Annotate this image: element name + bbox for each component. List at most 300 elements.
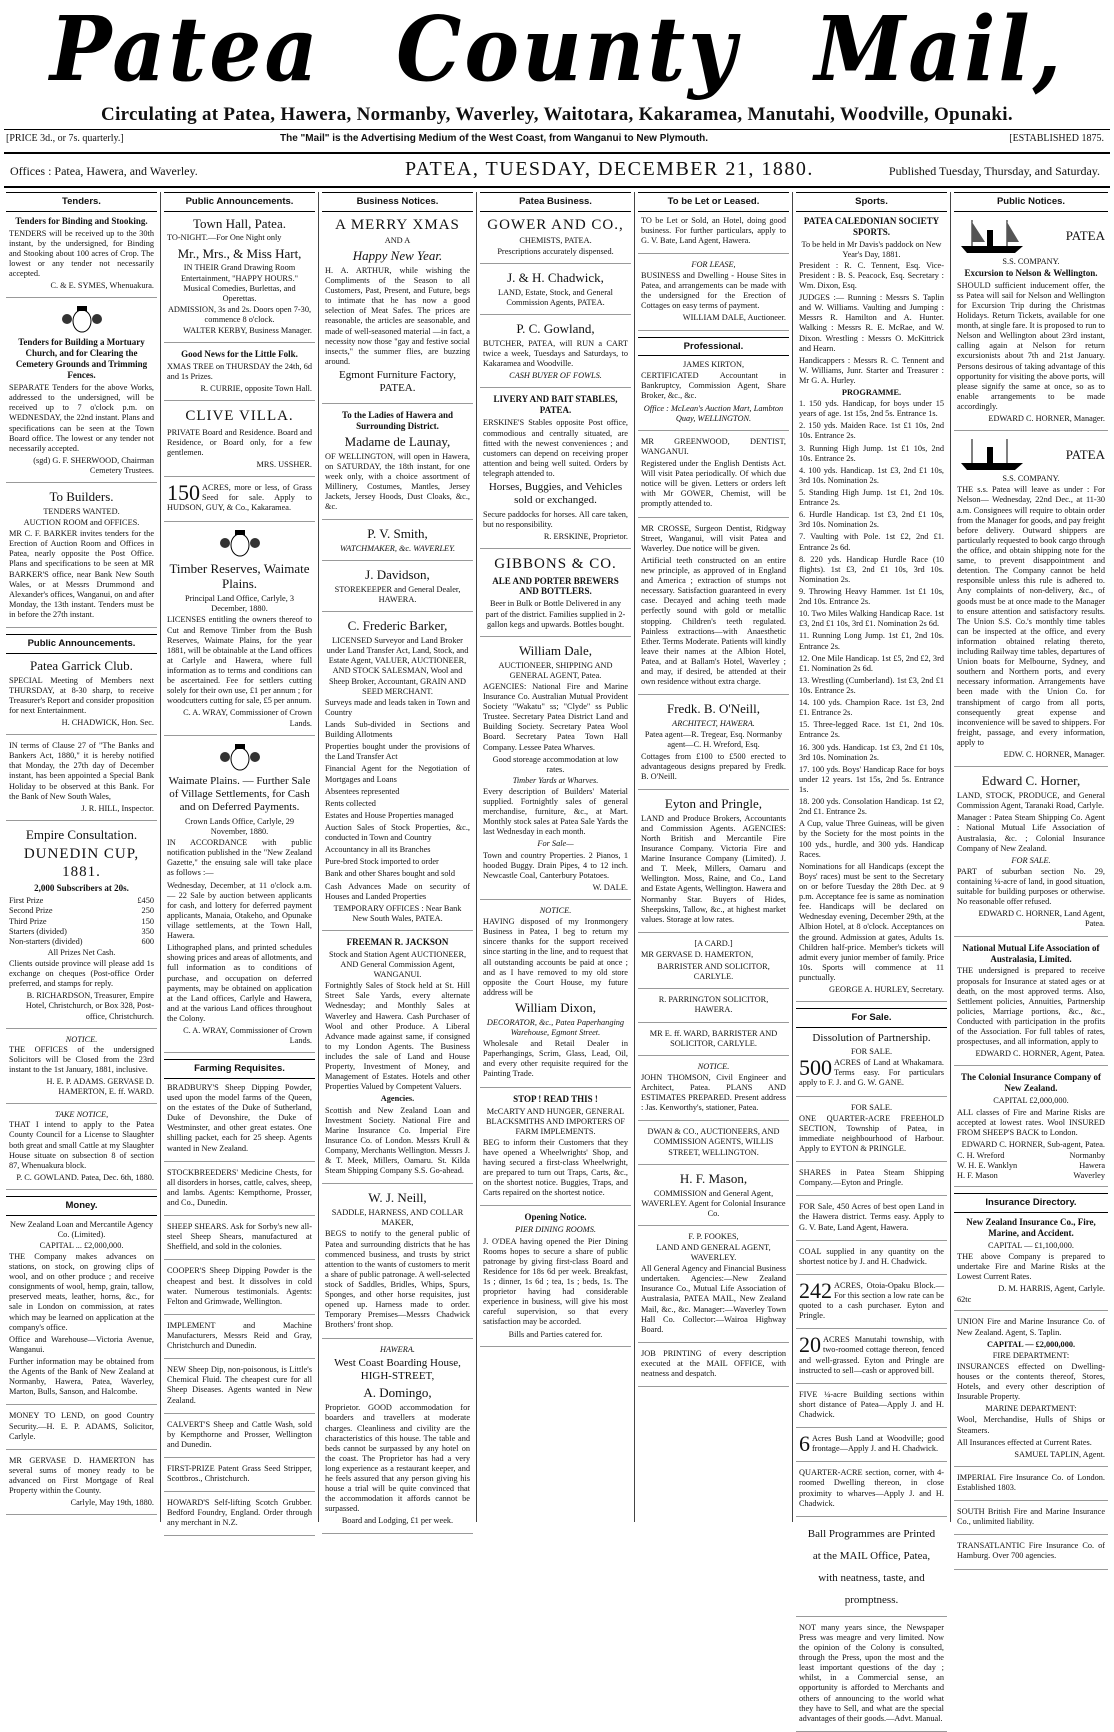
agent-place: Hawera — [1079, 1161, 1105, 1171]
advert-signature: GEORGE A. HURLEY, Secretary. — [829, 985, 944, 995]
royal-crest-icon — [59, 304, 105, 334]
advert-subtitle: [A CARD.] — [694, 938, 733, 948]
advert-signature: B. RICHARDSON, Treasurer, Empire Hotel, Christchurch, or Box 328, Post-office, Christchurch. — [25, 991, 154, 1021]
advert — [954, 216, 1108, 432]
advert-body: BEGS to notify to the general public of Patea and surrounding districts that he has commenced business, and trusts by strict attention to the wants of customers to merit a share of public patronage. A well-selected stock of Saddles, Bridles, Whips, Spurs, Sponges, and other horse requisites, just opened up. Harness made to order. Temporary Premises—Messrs Chadwick Brothers' front shop. — [325, 1229, 470, 1330]
prize-note: All Prizes Net Cash. — [47, 947, 116, 957]
advert-signature: H. CHADWICK, Hon. Sec. — [61, 718, 154, 727]
company-subtitle: S.S. COMPANY. — [1002, 474, 1060, 484]
agent-name: H. F. Mason — [957, 1171, 998, 1181]
advert-subtitle: To be held in Mr Davis's paddock on New Year's Day, 1881. — [801, 239, 942, 259]
advert-subtitle: 2,000 Subscribers at 20s. — [34, 883, 129, 894]
circulation-line: Circulating at Patea, Hawera, Normanby, Waverley, Waitotara, Kakaramea, Manutahi, Woodville, Opunaki. — [101, 104, 1013, 125]
advert-subtitle: AUCTIONEER, SHIPPING AND GENERAL AGENT, Patea. — [498, 660, 613, 680]
advert — [164, 349, 315, 401]
advert-subtitle: Horses, Buggies, and Vehicles sold or exchanged. — [488, 481, 623, 507]
advert-body: All Insurances effected at Current Rates. — [957, 1437, 1092, 1447]
advert — [6, 489, 157, 628]
royal-crest-icon — [217, 742, 263, 772]
offices: Offices : Patea, Hawera, and Waverley. — [10, 164, 198, 178]
advert — [638, 524, 789, 696]
advert — [796, 216, 947, 1003]
advert-title: P. V. Smith, — [367, 526, 428, 542]
prize-amount: 600 — [141, 936, 154, 946]
advert-body: SHARES in Patea Steam Shipping Company.—Eyton and Pringle. — [799, 1168, 944, 1188]
advert-body: BEG to inform their Customers that they have opened a Wheelwrights' Shop, and having secured a first-class Wheelwright, are prepared to turn out Traps, Carts, &c., on the shortest notice. Buggies, Traps, and Carts repaired on the shortest notice. — [483, 1137, 628, 1198]
programme-event: 17. 100 yds. Boys' Handicap Race for boys under 12 years. 1st 15s, 2nd 5s. Entrance 1s. — [799, 764, 944, 794]
advert-subtitle: CHEMISTS, PATEA. — [519, 235, 592, 245]
advert — [796, 1277, 947, 1329]
advert-title: CLIVE VILLA. — [185, 408, 294, 425]
advert-capital: CAPITAL ... £2,000,000. — [39, 1240, 124, 1250]
service-item: Pure-bred Stock imported to order — [325, 857, 439, 867]
advert — [954, 1217, 1108, 1312]
advert-body: COOPER'S Sheep Dipping Powder is the cheapest and best. It dissolves in cold water. Numerous testimonials. Agents: Felton and Grimwade, Wellington. — [167, 1266, 312, 1306]
advert-subtitle: LAND, STOCK, PRODUCE, and General Commission Agent, Taranaki Road, Carlyle. — [957, 791, 1105, 811]
advert — [480, 321, 631, 388]
advert-title: Empire Consultation. — [25, 826, 138, 842]
advert — [954, 1072, 1108, 1187]
advert-body: Good storeage accommodation at low rates. — [492, 754, 619, 774]
advert-title: MR CROSSE, Surgeon Dentist, Ridgway Street, Wanganui, will visit Patea and Waverley. Due notice will be given. — [641, 523, 786, 553]
advert-body: QUARTER-ACRE section, corner, with 4-roomed Dwelling thereon, in close proximity to wharves—Apply J. and H. Chadwick. — [799, 1468, 944, 1508]
section-heading: Insurance Directory. — [954, 1193, 1108, 1213]
advert-body: MR C. F. BARKER invites tenders for the Erection of Auction Room and Offices in Patea, nearly opposite the Post Office. Plans and specifications to be seen at MR BARKER'S office, near Bank New South Wales, or at Messrs Drummond and Alexander's offices, Wanganui, on and after Monday, the 13th instant. Tenders must be in before the 27th instant. — [9, 529, 154, 620]
dateline: PATEA, TUESDAY, DECEMBER 21, 1880. — [405, 158, 814, 180]
advert-headline: Madame de Launay, — [344, 433, 451, 449]
advert-subtitle: Agencies. — [380, 1094, 415, 1104]
advert-body: ACRES, Otoia-Opaku Block.— For this section a low rate can be quoted to a cash purchaser. Eyton and Pringle. — [799, 1280, 944, 1321]
advert-body: ONE QUARTER-ACRE FREEHOLD SECTION, Township of Patea, in immediate neighbourhood of Harbour. Apply to EYTON & PRINGLE. — [799, 1113, 944, 1154]
advert-signature: (sgd) G. F. SHERWOOD, Chairman Cemetery Trustees. — [33, 455, 154, 475]
advert-line: Ball Programmes are Printed — [807, 1527, 936, 1540]
advert-subtitle: AND A — [384, 235, 411, 245]
advert-subtitle: DUNEDIN CUP, 1881. — [23, 845, 140, 881]
advert-signature: EDWARD C. HORNER, Manager. — [988, 414, 1105, 424]
advert-title: To the Ladies of Hawera and Surrounding District. — [342, 409, 453, 431]
advert-body: FOR Sale, 450 Acres of best open Land in the Hawera district. Terms easy. Apply to G. V. Bate, Land Agent, Hawera. — [799, 1202, 944, 1232]
advert-body: Patea agent—R. Tregear, Esq. Normanby agent—C. H. Wreford, Esq. — [644, 730, 783, 750]
advert — [322, 1345, 473, 1534]
advert-subtitle: BARRISTER AND SOLICITOR, CARLYLE. — [657, 962, 770, 982]
prize-label: First Prize — [9, 896, 44, 906]
advert-body: STOCKBREEDERS' Medicine Chests, for all disorders in horses, cattle, calves, sheep, and lambs. Agents: Kempthorne, Prosser, and Co., Dunedin. — [167, 1167, 312, 1207]
advert-title: GOWER AND CO., — [487, 216, 624, 233]
advert-body: President : R. C. Tennent, Esq. Vice-President : B. S. Peacock, Esq. Secretary : Wm. Dixon, Esq. — [799, 260, 944, 290]
prize-row — [9, 917, 154, 927]
advert-signature: EDWARD C. HORNER, Sub-agent, Patea. — [961, 1139, 1105, 1149]
advert — [954, 1507, 1108, 1535]
advert-title: Tenders for Binding and Stooking. — [15, 215, 148, 226]
advert-subtitle: PIER DINING ROOMS. — [515, 1225, 596, 1235]
column-4 — [480, 192, 631, 1522]
advert-body: BRADBURY'S Sheep Dipping Powder, used upon the model farms of the Queen, on the estates of the Duke of Sutherland, Duke of Devonshire, the Duke of Westminster, and other great estates. One shilling packet, each for 25 sheep. Agents wanted in New Zealand. — [167, 1082, 312, 1153]
advert — [322, 618, 473, 931]
advert-body: All General Agency and Financial Business undertaken. Agencies:—New Zealand Insurance Co., Mutual Life Association of Australasia, PATEA MAIL, New Zealand Mail, &c., &c. Manager:—Waverley Town Hall Co. Collector:—Wairoa Highway Board. — [641, 1264, 786, 1334]
advert-title: J. Davidson, — [365, 567, 430, 583]
service-item: Bank and other Shares bought and sold — [325, 869, 455, 879]
advert-body: HAVING disposed of my Ironmongery Business in Patea, I beg to return my sincere thanks for the support received since starting in the line, and to request that all outstanding accounts be paid at once ; and as I have removed to my old store opposite the Court House, my future address will be — [483, 917, 628, 997]
advert-body: THE above Company is prepared to undertake Fire and Marine Risks at the Lowest Current Rates. — [957, 1251, 1105, 1282]
advert — [164, 1464, 315, 1492]
prize-amount: 350 — [141, 926, 154, 936]
prize-row — [9, 927, 154, 937]
advert-signature: Egmont Furniture Factory, PATEA. — [339, 368, 456, 395]
advert-subtitle: FOR SALE. — [1011, 855, 1051, 865]
advert-subtitle: LAND AND GENERAL AGENT, WAVERLEY. — [656, 1242, 771, 1263]
advert-body: ACRES of Land at Whakamara. Terms easy. For particulars apply to F. J. and G. W. GANE. — [799, 1058, 944, 1088]
advert-code: 62tc — [957, 1295, 972, 1305]
advert — [6, 827, 157, 1029]
programme-event: 7. Vaulting with Pole. 1st £2, 2nd £1. Entrance 2s 6d. — [799, 532, 944, 552]
ship-header — [957, 437, 1105, 473]
advert-body: Wholesale and Retail Dealer in Paperhangings, Scrim, Glass, Lead, Oil, and every other requisite required for the Painting Trade. — [483, 1039, 628, 1079]
advert-body: THE undersigned is prepared to receive proposals for Insurance at stated ages or at death, on the most approved terms. Also, Settlement policies, Annuities, Partnership policies, Marriage portions, &c., &c., Conducted with participation in the profits of the Association. For full tables of rates, prospectuses, and all information, apply to — [957, 966, 1105, 1047]
advert-signature: P. C. GOWLAND. Patea, Dec. 6th, 1880. — [16, 1172, 154, 1182]
prize-amount: £450 — [137, 896, 154, 906]
advert-title: C. Frederic Barker, — [347, 618, 448, 634]
programme-event: 16. 300 yds. Handicap. 1st £3, 2nd £1 10s, 3rd 10s. Nomination 2s. — [799, 742, 944, 762]
advert-title: Waimate Plains. — Further Sale of Village Settlements, for Cash and on Deferred Payments. — [168, 774, 311, 814]
advert — [638, 939, 789, 989]
advert-body: Wool, Merchandise, Hulls of Ships or Steamers. — [957, 1415, 1105, 1435]
advert-body: Acres Bush Land at Woodville; good frontage—Apply J. and H. Chadwick. — [812, 1434, 944, 1454]
advert-body: J. O'DEA having opened the Pier Dining Rooms hopes to secure a share of public patronage by giving first-class Board and Residence for 18s 6d per week. Breakfast, 1s ; dinner, 1s 6d ; tea, 1s ; beds, 1s. The proprietor having had considerable experience in business, will give his most careful supervision, so that every satisfaction may be accorded. — [483, 1236, 628, 1327]
advert — [638, 437, 789, 518]
price: [PRICE 3d., or 7s. quarterly.] — [6, 133, 124, 144]
tagline: The "Mail" is the Advertising Medium of the West Coast, from Wanganui to New Plymouth. — [280, 133, 709, 144]
advert-title: MR GERVASE D. HAMERTON, — [641, 950, 754, 959]
advert-signature: J. R. HILL, Inspector. — [81, 803, 154, 813]
dateline-rule-bottom — [4, 186, 1110, 188]
programme-event: 12. One Mile Handicap. 1st £5, 2nd £2, 3rd £1. Nomination 2s 6d. — [799, 653, 944, 673]
masthead-rule — [4, 129, 1110, 130]
programme-heading: PROGRAMME. — [841, 388, 902, 398]
advert-body: TO-NIGHT.—For One Night only — [167, 233, 282, 243]
advert — [322, 410, 473, 520]
advert — [796, 1431, 947, 1462]
advert-headline: A. Domingo, — [363, 1385, 432, 1401]
advert-subtitle: FIRE DEPARTMENT: — [992, 1350, 1070, 1360]
advert-subtitle: Stock and Station Agent AUCTIONEER, AND General Commission Agent, WANGANUI. — [328, 949, 467, 980]
advert-body: Manager : Patea Steam Shipping Co. Agent : National Mutual Life Association of Australasia, &c. ; Colonial Insurance Company of New Zealand. — [957, 813, 1105, 853]
column-7 — [954, 192, 1108, 1561]
programme-event: 18. 200 yds. Consolation Handicap. 1st £2, 2nd £1. Entrance 2s. — [799, 797, 944, 817]
advert-subtitle: Timber Yards at Wharves. — [512, 775, 599, 785]
advert-title: NOTICE. — [539, 906, 572, 916]
advert-body: A Cup, value Three Guineas, will be given by the Society for the most points in the 100 yds., hurdle, and 300 yds. Handicap Races. — [799, 819, 944, 859]
advert-body: Handicappers : Messrs R. C. Tennent and W. Williams, Junr. Starter and Treasurer : Mr G. A. Hurley. — [799, 355, 944, 385]
advert-line: promptness. — [844, 1593, 899, 1606]
advert — [164, 1222, 315, 1260]
advert — [6, 741, 157, 821]
advert — [954, 1473, 1108, 1501]
advert-subtitle: LAND, Estate, Stock, and General Commission Agents, PATEA. — [498, 287, 613, 308]
masthead-word-2: County — [396, 0, 739, 102]
advert-body: IN terms of Clause 27 of "The Banks and Bankers Act, 1880," it is hereby notified that Monday, the 27th day of December instant, has been appointed a Special Bank Holiday to be observed at this Bank. For the Bank of New South Wales, — [9, 741, 154, 801]
advert-title: Tenders for Building a Mortuary Church, and for Clearing the Cemetery Grounds and Trimming Fences. — [15, 337, 148, 381]
advert-title: R. PARRINGTON SOLICITOR, HAWERA. — [658, 995, 769, 1015]
advert-body: IN THEIR Grand Drawing Room Entertainment, "HAPPY HOURS." Musical Comedies, Burlettas, and Operettas. — [180, 263, 299, 303]
advert-title: Good News for the Little Folk. — [181, 349, 298, 360]
advert-subtitle: WATCHMAKER, &c. WAVERLEY. — [339, 544, 456, 554]
advert — [164, 1498, 315, 1536]
masthead-word-3: Mail, — [814, 0, 1065, 102]
advert — [796, 1468, 947, 1516]
advert-title: Excursion to Nelson & Wellington. — [964, 267, 1098, 278]
advert — [954, 943, 1108, 1067]
advert-subtitle: STOREKEEPER and General Dealer, HAWERA. — [334, 585, 461, 605]
agent-name: C. H. Wreford — [957, 1150, 1005, 1160]
advert — [638, 1127, 789, 1164]
advert — [164, 216, 315, 344]
programme-event: 5. Standing High Jump. 1st £1, 2nd 10s. Entrance 2s. — [799, 488, 944, 508]
company-subtitle: S.S. COMPANY. — [1002, 256, 1060, 266]
advert-title: New Zealand Insurance Co., Fire, Marine, and Accident. — [966, 1216, 1096, 1238]
programme-event: 10. Two Miles Walking Handicap Race. 1st £3, 2nd £1 10s, 3rd £1. Nomination 2s 6d. — [799, 609, 944, 629]
advert — [322, 526, 473, 561]
advert-subtitle: Crown Lands Office, Carlyle, 29 November, 1880. — [184, 816, 295, 836]
advert-body: Lithographed plans, and printed schedules showing prices and areas of allotments, and full information as to conditions of purchase, and occupation on deferred payments, may be obtained on application at the Land offices, Carlyle and Hawera, and at the various Land offices throughout the Colony. — [167, 943, 312, 1023]
columns — [4, 192, 1110, 1723]
advert — [480, 270, 631, 315]
service-item: Financial Agent for the Negotiation of Mortgages and Loans — [325, 764, 470, 784]
advert-title: TAKE NOTICE, — [54, 1110, 109, 1120]
programme-event: 14. 100 yds. Champion Race. 1st £3, 2nd £1. Entrance 2s. — [799, 698, 944, 718]
advert — [638, 1062, 789, 1122]
advert-body: Nominations for all Handicaps (except the Boys' races) must be sent to the Secretary on or before Tuesday the 28th Dec. at 9 p.m. Acceptance fee is same as nomination fee. Handicaps will be declared on Wednesday evening, December 29th, at the Albion Hotel, at 8 o'clock. Acceptances on the ground. Admission at gates, Adults 1s. Children half-price. Member's tickets will admit every junior member of family. Price 10s. Sports will commence at 11 punctually. — [799, 861, 944, 982]
advert-signature: W. DALE. — [592, 882, 628, 892]
advert-body: Cottages from £100 to £500 erected to advantageous designs prepared by Fredk. B. O'Neill. — [641, 751, 786, 781]
advert-title: Fredk. B. O'Neill, — [667, 701, 760, 717]
column-2 — [164, 192, 315, 1528]
advert — [6, 1110, 157, 1190]
advert — [164, 775, 315, 1054]
advert-body: COAL supplied in any quantity on the shortest notice by J. and H. Chadwick. — [799, 1246, 944, 1266]
prize-label: Non-starters (divided) — [9, 936, 83, 946]
programme-event: 3. Running High Jump. 1st £1 10s, 2nd 10s. Entrance 2s. — [799, 443, 944, 463]
programme-event: 13. Wrestling (Cumberland). 1st £3, 2nd £1 10s. Entrance 2s. — [799, 675, 944, 695]
advert — [480, 555, 631, 637]
advert-body: MONEY TO LEND, on good Country Security.—H. E. P. ADAMS, Solicitor, Carlyle. — [9, 1411, 154, 1441]
programme-event: 2. 150 yds. Maiden Race. 1st £1 10s, 2nd 10s. Entrance 2s. — [799, 421, 944, 441]
advert-body: SPECIAL Meeting of Members next THURSDAY, at 8-30 sharp, to receive Treasurer's Report and consider proposition for next Entertainment. — [9, 675, 154, 715]
advert-title: H. F. Mason, — [679, 1170, 748, 1186]
advert-body: THE OFFICES of the undersigned Solicitors will be Closed from the 23rd instant to the 1st January, 1881, inclusive. — [9, 1044, 154, 1074]
advert — [796, 1623, 947, 1732]
advert — [6, 1035, 157, 1105]
advert — [638, 1349, 789, 1387]
advert-body: IMPERIAL Fire Insurance Co. of London. Established 1803. — [957, 1472, 1105, 1492]
advert-body: ERSKINE'S Stables opposite Post office, commodious and centrally situated, are fitted with the newest conveniences ; and customers can depend on receiving proper attention and being well suited. Orders by telegraph attended to. — [483, 418, 628, 478]
advert-title: MR E. ff. WARD, BARRISTER AND SOLICITOR, CARLYLE. — [649, 1028, 778, 1048]
advert — [6, 337, 157, 483]
advert-signature: MRS. USSHER. — [256, 460, 312, 470]
advert-signature: Board and Lodging, £1 per week. — [341, 1516, 454, 1526]
acres-number: 500 — [799, 1055, 832, 1081]
advert-body: Artificial teeth constructed on an entire new principle, as approved of in England and America ; extraction of stumps not necessary. Satisfaction guaranteed in every case. Decayed and aching teeth made perfectly sound with gold or metallic stopping. Children's teeth regulated. Painless extractions—with Anaesthetic Ether. Terms Moderate. Patients will kindly leave their names at the Albion Hotel, Patea, and at Ballam's Hotel, Waverley ; and may, if desired, be attended at their own residence without extra charge. — [641, 555, 786, 687]
advert — [796, 1032, 947, 1097]
advert-title: LIVERY AND BAIT STABLES, PATEA. — [493, 394, 618, 416]
section-heading: Sports. — [796, 192, 947, 212]
advert-title: To Builders. — [49, 489, 114, 505]
advert-title: A MERRY XMAS — [335, 216, 460, 233]
advert-title: Opening Notice. — [524, 1212, 587, 1223]
advert — [954, 1317, 1108, 1466]
advert-body: Beer in Bulk or Bottle Delivered in any part of the district. Families supplied in 2-gallon kegs and upwards. Bottles bought. — [485, 599, 626, 629]
prize-label: Third Prize — [9, 916, 47, 926]
advert-title: William Dale, — [518, 642, 593, 658]
acres-number: 6 — [799, 1431, 810, 1457]
info-row — [0, 133, 1114, 149]
advert-subtitle: Principal Land Office, Carlyle, 3 December, 1880. — [184, 594, 295, 614]
advert — [164, 407, 315, 477]
advert-body: OF WELLINGTON, will open in Hawera, on SATURDAY, the 18th instant, for one week only, with a choice assortment of Millinery, Costumes, Mantles, Jersey Jackets, Jersey Hoods, Dust Cloaks, &c., &c. — [325, 451, 470, 512]
advert-body: SOUTH British Fire and Marine Insurance Co., unlimited liability. — [957, 1507, 1105, 1527]
advert-body: ADMISSION, 3s and 2s. Doors open 7-30, commence 8 o'clock. — [167, 304, 312, 324]
section-heading: For Sale. — [796, 1008, 947, 1028]
advert — [322, 216, 473, 404]
advert — [638, 995, 789, 1022]
advert — [164, 1083, 315, 1162]
advert — [480, 394, 631, 549]
section-heading: Public Announcements. — [6, 634, 157, 654]
advert — [164, 1266, 315, 1314]
advert-body: Scottish and New Zealand Loan and Investment Society. National Fire and Marine Insurance Co. Imperial Fire Insurance Co. of London. Messrs Krull & Company, Merchants Wellington. Messrs J. & T. Meek, Millers, Oamaru. St. Kilda Steam Shipping Company S.S. Go-ahead. — [325, 1105, 470, 1176]
advert-place: HAWERA. — [380, 1344, 415, 1354]
advert-body: Fortnightly Sales of Stock held at St. Hill Street Sale Yards, every alternate Wednesday; and Monthly Sales at Waverley and Hawera. Cash Purchaser of Wool and other Produce. A Liberal Advance made against same, if consigned to my London Agents. The Business includes the sale of Land and House Property, Investment of Money, and Management of Estates. Hotels and other Properties Valued by Competent Valuers. — [325, 981, 470, 1092]
advert-title: JAMES KIRTON, — [682, 360, 745, 370]
advert-subtitle: MARINE DEPARTMENT: — [985, 1404, 1077, 1414]
date-row — [0, 158, 1114, 182]
service-item: Cash Advances Made on security of Houses and Landed Properties — [325, 881, 470, 901]
advert — [638, 796, 789, 933]
advert-subtitle: McCARTY AND HUNGER, GENERAL BLACKSMITHS AND IMPORTERS OF FARM IMPLEMENTS. — [486, 1106, 625, 1136]
advert-body: JOB PRINTING of every description executed at the MAIL OFFICE, with neatness and despatch. — [641, 1348, 786, 1379]
advert-body: LICENSES entitling the owners thereof to Cut and Remove Timber from the Bush Reserves, Waimate Plains, for the year 1881, will be obtainable at the Land offices at Carlyle and Hawera, where full information as to terms and conditions can be ascertained. Fee for settlers cutting solely for their own use, £1 per annum ; for woodcutters cutting for sale, £5 per annum. — [167, 615, 312, 706]
advert-subtitle: ARCHITECT, HAWERA. — [672, 719, 755, 729]
advert-body: Clients outside province will please add 1s exchange on cheques (Post-office Order preferred, and stamps for reply. — [9, 958, 154, 989]
advert-signature: H. E. P. ADAMS. GERVASE D. HAMERTON, E. ff. WARD. — [46, 1077, 154, 1097]
company-name: PATEA — [1065, 227, 1105, 243]
programme-event: 8. 220 yds. Handicap Hurdle Race (10 flights). 1st £3, 2nd £1 10s, 3rd 10s. Nomination 2s. — [799, 554, 944, 584]
advert-signature: WALTER KERBY, Business Manager. — [183, 326, 312, 336]
advert — [164, 1321, 315, 1359]
advert — [322, 937, 473, 1184]
advert-body: THAT I intend to apply to the Patea County Council for a License to Slaughter both great and small Cattle at my Slaughter House situate on subsection 8 of section 87, Whenuakura block. — [9, 1120, 154, 1170]
programme-event: 4. 100 yds. Handicap. 1st £3, 2nd £1 10s, 3rd 10s. Nomination 2s. — [799, 465, 944, 485]
advert-title: J. & H. Chadwick, — [507, 270, 604, 286]
advert-subtitle: For Sale— — [537, 839, 574, 849]
advert-subtitle: FOR SALE. — [850, 1102, 893, 1112]
advert-body: THE s.s. Patea will leave as under : For Nelson— Wednesday, 22nd Dec., at 11-30 a.m. Consignees will require to obtain order from the Manager for goods, and pay freight before delivery. Outward shippers are particularly requested to book cargo through the office, and obtain shipping note for the same, to prevent disappointment and detention. The Company cannot be held responsible unless this rule is adhered to. Any complaints of non-delivery, &c., of goods must be at once made to the Manager to ensure attention and satisfactory results. The Union S.S. Co.'s monthly time tables can be inspected at the office, and every information obtained relating thereto, including Railway time tables, departures of Union boats for Melbourne, Sydney, and southern and Northern ports, and every necessary information. Arrangements have been made with the Union Co. for transhipment of cargo from all ports, consequently great expense and inconvenience will be saved to shippers. For freight, passage, and every information, apply to — [957, 485, 1105, 748]
advert-title: W. J. Neill, — [368, 1190, 427, 1206]
advert-title: Patea Garrick Club. — [30, 657, 133, 673]
column-3 — [322, 192, 473, 1526]
dateline-rule-top — [4, 152, 1110, 154]
advert-body: Every description of Builders' Material supplied. Fortnightly sales of general merchandise, furniture, &c., at Mart. Monthly stock sales at Patea Sale Yards the last Wednesday in each month. — [483, 786, 628, 837]
programme-event: 15. Three-legged Race. 1st £1, 2nd 10s. Entrance 2s. — [799, 720, 944, 740]
advert-body: ALL classes of Fire and Marine Risks are accepted at lowest rates. Wool INSURED FROM SHEEP'S BACK to London. — [957, 1107, 1105, 1137]
advert-body: FIVE ¼-acre Building sections within short distance of Patea—Apply J. and H. Chadwick. — [799, 1389, 944, 1419]
advert — [322, 567, 473, 612]
agent-row — [957, 1171, 1105, 1181]
advert — [164, 480, 315, 521]
advert-signature: WILLIAM DALE, Auctioneer. — [682, 313, 786, 323]
advert-title: The Colonial Insurance Company of New Zealand. — [960, 1072, 1102, 1094]
advert-body: TRANSATLANTIC Fire Insurance Co. of Hamburg. Over 700 agencies. — [957, 1541, 1105, 1561]
advert — [638, 1232, 789, 1343]
advert — [796, 1390, 947, 1428]
advert-signature: EDWARD C. HORNER, Agent, Patea. — [975, 1049, 1105, 1059]
advert-body: JUDGES :— Running : Messrs S. Taplin and W. Williams. Vaulting and Jumping : Messrs R. Hamilton and A. Hunter. Walking : Messrs R. E. McRae, and W. Dixon. Wrestling : Messrs O. McKittrick and Hearn. — [799, 293, 944, 353]
prize-row — [9, 896, 154, 906]
royal-crest-icon — [217, 528, 263, 558]
advert — [6, 658, 157, 735]
advert-title: National Mutual Life Association of Australasia, Limited. — [962, 942, 1100, 964]
advert-body: SHEEP SHEARS. Ask for Sorby's new all-steel Sheep Shears, manufactured at Sheffield, and sold in the colonies. — [167, 1222, 312, 1252]
advert-body: PRIVATE Board and Residence. Board and Residence, or Board only, for a few gentlemen. — [167, 427, 312, 457]
advert-title: West Coast Boarding House, HIGH-STREET, — [334, 1356, 461, 1383]
service-item: Accountancy in all its Branches — [325, 845, 431, 855]
agent-name: W. H. E. Wanklyn — [957, 1161, 1018, 1171]
advert-signature: D. M. HARRIS, Agent, Carlyle. — [998, 1284, 1105, 1294]
advert-body: UNION Fire and Marine Insurance Co. of New Zealand. Agent, S. Taplin. — [957, 1317, 1105, 1337]
advert-subtitle: Office : McLean's Auction Mart, Lambton Quay, WELLINGTON. — [643, 403, 784, 423]
advert-signature: EDWARD C. HORNER, Land Agent, Patea. — [978, 909, 1105, 929]
advert — [638, 701, 789, 790]
advert-body: PART of suburban section No. 29, containing ¼-acre of land, in good situation, suitable for building purposes or otherwise. No reasonable offer refused. — [957, 866, 1105, 907]
advert-body: H. A. ARTHUR, while wishing the Compliments of the Season to all Customers, Past, Present, and Future, begs to intimate that he has now a good selection of Meat Safes. The prices are reasonable, the articles are seasonable, and made of well-seasoned material —in fact, a necessity now those "gay and festive social insects," the summer flies, are buzzing around. — [325, 265, 470, 366]
advert-body: AGENCIES: National Fire and Marine Insurance Co. Australian Mutual Provident Society "Wakatu" ss; "Clyde" ss Public Trustee. Secretary Patea District Land and Building Society. Secretary Patea Wool Board. Secretary Patea Town Hall Company. Lessee Patea Wharves. — [483, 681, 628, 752]
advert-title: FREEMAN R. JACKSON — [346, 936, 449, 947]
advert-signature: Bills and Parties catered for. — [508, 1329, 603, 1339]
advert-signature: SAMUEL TAPLIN, Agent. — [1014, 1449, 1105, 1459]
prize-label: Starters (divided) — [9, 926, 67, 936]
advert — [638, 1029, 789, 1056]
service-item: Estates and House Properties managed — [325, 810, 454, 820]
advert — [954, 773, 1108, 936]
advert-body: CALVERT'S Sheep and Cattle Wash, sold by Kempthorne and Prosser, Wellington and Dunedin. — [167, 1419, 312, 1449]
advert-body: Prescriptions accurately dispensed. — [497, 246, 614, 256]
advert — [638, 260, 789, 331]
advert-body: CERTIFICATED Accountant in Bankruptcy, Commission Agent, Share Broker, &c., &c. — [641, 371, 786, 401]
column-1 — [6, 192, 157, 1522]
advert-signature: C. A. WRAY, Commissioner of Crown Lands. — [183, 708, 312, 728]
published: Published Tuesday, Thursday, and Saturday. — [888, 164, 1100, 178]
advert — [638, 360, 789, 431]
advert-body: Office and Warehouse—Victoria Avenue, Wanganui. — [9, 1334, 154, 1354]
ship-header — [957, 216, 1105, 256]
advert-title: MR GREENWOOD, DENTIST, WANGANUI. — [641, 436, 786, 456]
established: [ESTABLISHED 1875. — [1009, 133, 1104, 144]
advert-headline: William Dixon, — [514, 1000, 597, 1016]
advert — [796, 1332, 947, 1383]
agent-row — [957, 1151, 1105, 1161]
advert-title: Town Hall, Patea. — [193, 215, 286, 231]
advert-signature: TEMPORARY OFFICES : Near Bank New South Wales, PATEA. — [333, 903, 462, 923]
advert-subtitle: AUCTION ROOM and OFFICES. — [23, 518, 140, 528]
steamship-icon — [957, 437, 1027, 473]
acres-number: 20 — [799, 1332, 821, 1358]
advert-body: TO be Let or Sold, an Hotel, doing good business. For further particulars, apply to G. V. Bate, Land Agent, Hawera. — [641, 215, 786, 245]
company-name: PATEA — [1065, 447, 1105, 463]
advert — [6, 1220, 157, 1406]
advert-body: ACRES, more or less, of Grass Seed for sale. Apply to HUDSON, GUY, & Co., Kakaramea. — [167, 483, 312, 513]
advert-body: Town and country Properties. 2 Pianos, 1 hooded Buggy. Drain Pipes, 4 to 12 inch. Newcastle Coal, Canterbury Potatoes. — [483, 850, 628, 880]
programme-event: 1. 150 yds. Handicap, for boys under 15 years of age. 1st 15s, 2nd 5s. Entrance 1s. — [799, 399, 944, 419]
advert-body: NOT many years since, the Newspaper Press was meagre and very limited. Now the opinion of the Colony is consulted, through the Press, upon the most and the least important questions of the day ; whilst, in a Commercial sense, an opportunity is afforded to Merchants and others of announcing to the world what they have to Sell, and what are the special advantages of their goods.—Advt. Manual. — [799, 1622, 944, 1723]
